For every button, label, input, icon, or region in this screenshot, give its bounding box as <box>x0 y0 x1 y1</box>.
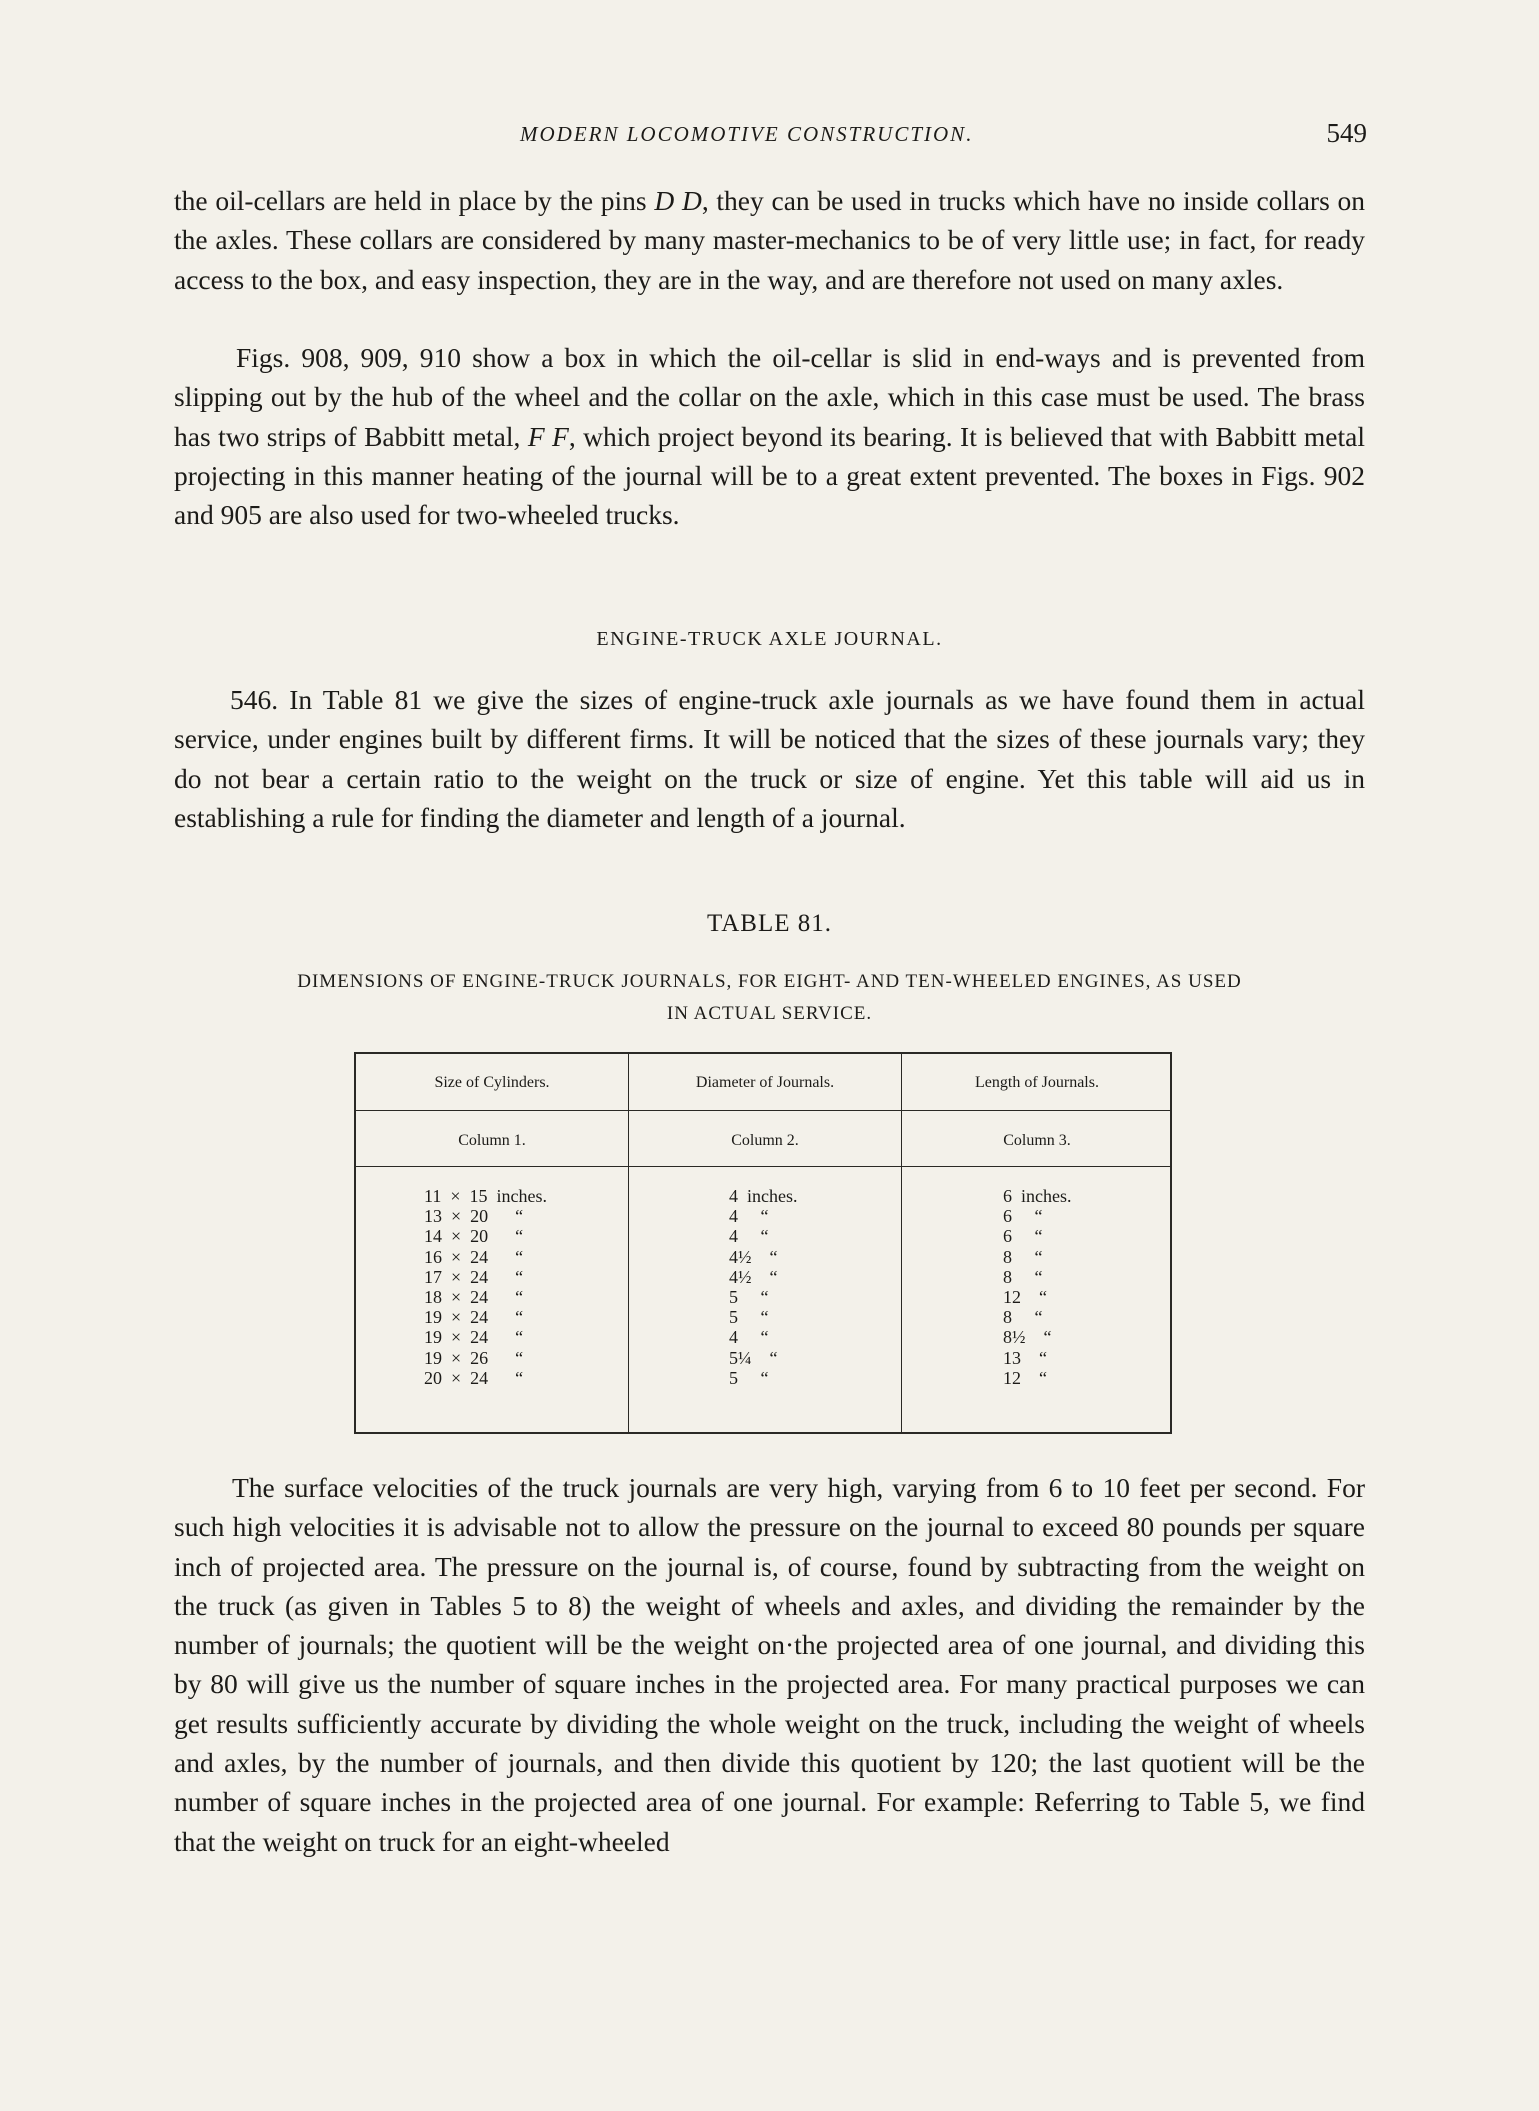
journal-diameter-cell: 4 “ <box>729 1206 769 1227</box>
table-body <box>356 1186 1170 1388</box>
paragraph-1-text-b: , they can be used in trucks which have no inside collars on the axles. These collars are considered by many master-mechanics to be of very little use; in fact, for ready access to the box, and easy inspection, they are in the way, and are therefore not used on many axles. <box>174 185 1365 295</box>
journal-diameter-cell: 4½ “ <box>729 1246 778 1267</box>
cylinder-size-cell: 20 × 24 “ <box>424 1367 524 1388</box>
header-divider <box>356 1110 1170 1111</box>
journal-length-cell: 8 “ <box>1003 1307 1043 1328</box>
table-row <box>356 1247 1170 1267</box>
cylinder-size-cell: 13 × 20 “ <box>424 1206 524 1227</box>
table-row <box>356 1186 1170 1206</box>
table-row <box>356 1287 1170 1307</box>
journal-length-cell: 6 “ <box>1003 1226 1043 1247</box>
journal-diameter-cell: 5¼ “ <box>729 1347 778 1368</box>
journal-diameter-cell: 5 “ <box>729 1307 769 1328</box>
table-row <box>356 1267 1170 1287</box>
paragraph-1 <box>174 181 1365 299</box>
cylinder-size-cell: 11 × 15 inches. <box>424 1186 547 1206</box>
cylinder-size-cell: 19 × 24 “ <box>424 1307 524 1328</box>
journal-length-cell: 8 “ <box>1003 1266 1043 1287</box>
cylinder-size-cell: 19 × 24 “ <box>424 1327 524 1348</box>
paragraph-2-babbitt-ref: F F <box>527 420 569 452</box>
table-row <box>356 1307 1170 1327</box>
column-label-1: Column 1. <box>458 1132 526 1149</box>
journal-length-cell: 6 “ <box>1003 1206 1043 1227</box>
journal-diameter-cell: 4½ “ <box>729 1266 778 1287</box>
column-label-2: Column 2. <box>731 1132 799 1149</box>
table-caption-line-1: DIMENSIONS OF ENGINE-TRUCK JOURNALS, FOR EIGHT- AND TEN-WHEELED ENGINES, AS USED <box>297 971 1242 992</box>
table-row <box>356 1348 1170 1368</box>
journal-length-cell: 8½ “ <box>1003 1327 1052 1348</box>
section-heading: ENGINE-TRUCK AXLE JOURNAL. <box>596 628 943 650</box>
paragraph-4: The surface velocities of the truck journals are very high, varying from 6 to 10 feet per second. For such high velocities it is advisable not to allow the pressure on the journal to exceed 80 pounds per square inch of projected area. The pressure on the journal is, of course, found by subtracting from the weight on the truck (as given in Tables 5 to 8) the weight of wheels and axles, and dividing the remainder by the number of journals; the quotient will be the weight on·the projected area of one journal, and dividing this by 80 will give us the number of square inches in the projected area. For many practical purposes we can get results sufficiently accurate by dividing the whole weight on the truck, including the weight of wheels and axles, by the number of journals, and then divide this quotient by 120; the last quotient will be the number of square inches in the projected area of one journal. For example: Referring to Table 5, we find that the weight on truck for an eight-wheeled <box>174 1472 1365 1857</box>
header-divider <box>356 1166 1170 1167</box>
journal-dimensions-table <box>354 1052 1172 1434</box>
journal-diameter-cell: 4 inches. <box>729 1186 798 1206</box>
cylinder-size-cell: 17 × 24 “ <box>424 1266 524 1287</box>
cylinder-size-cell: 19 × 26 “ <box>424 1347 524 1368</box>
journal-diameter-cell: 5 “ <box>729 1286 769 1307</box>
table-row <box>356 1368 1170 1388</box>
table-title: TABLE 81. <box>706 910 833 937</box>
journal-length-cell: 12 “ <box>1003 1286 1047 1307</box>
page-number: 549 <box>1326 118 1367 148</box>
cylinder-size-cell: 14 × 20 “ <box>424 1226 524 1247</box>
journal-length-cell: 13 “ <box>1003 1347 1047 1368</box>
table-caption-line-2: IN ACTUAL SERVICE. <box>666 1003 873 1024</box>
header-length-of-journals: Length of Journals. <box>975 1074 1099 1091</box>
journal-length-cell: 12 “ <box>1003 1367 1047 1388</box>
journal-diameter-cell: 4 “ <box>729 1226 769 1247</box>
paragraph-2-text-a: Figs. 908, 909, 910 show a box in which the oil-cellar is slid in end-ways and is prevented from slipping out by the hub of the wheel and the collar on the axle, which in this case must be used. The brass has two strips of Babbitt metal, <box>174 342 1365 452</box>
cylinder-size-cell: 16 × 24 “ <box>424 1246 524 1267</box>
paragraph-2-text-b: , which project beyond its bearing. It is believed that with Babbitt metal projecting in this manner heating of the journal will be to a great extent prevented. The boxes in Figs. 902 and 905 are also used for two-wheeled trucks. <box>174 420 1365 531</box>
paragraph-1-text-a: the oil-cellars are held in place by the pins <box>174 185 655 216</box>
page-header <box>0 118 1539 158</box>
journal-diameter-cell: 5 “ <box>729 1367 769 1388</box>
paragraph-1-pins-ref: D D <box>654 185 702 216</box>
header-size-of-cylinders: Size of Cylinders. <box>434 1074 550 1091</box>
table-row <box>356 1327 1170 1347</box>
column-label-3: Column 3. <box>1003 1132 1071 1149</box>
running-title: MODERN LOCOMOTIVE CONSTRUCTION. <box>520 122 974 146</box>
table-caption <box>210 966 1329 1030</box>
journal-length-cell: 8 “ <box>1003 1246 1043 1267</box>
table-row <box>356 1226 1170 1246</box>
table-row <box>356 1206 1170 1226</box>
paragraph-3: 546. In Table 81 we give the sizes of engine-truck axle journals as we have found them in actual service, under engines built by different firms. It will be noticed that the sizes of these journals vary; they do not bear a certain ratio to the weight on the truck or size of engine. Yet this table will aid us in establishing a rule for finding the diameter and length of a journal. <box>174 684 1365 833</box>
journal-diameter-cell: 4 “ <box>729 1327 769 1348</box>
journal-length-cell: 6 inches. <box>1003 1186 1072 1206</box>
paragraph-2 <box>174 338 1365 534</box>
cylinder-size-cell: 18 × 24 “ <box>424 1286 524 1307</box>
header-diameter-of-journals: Diameter of Journals. <box>695 1074 835 1091</box>
